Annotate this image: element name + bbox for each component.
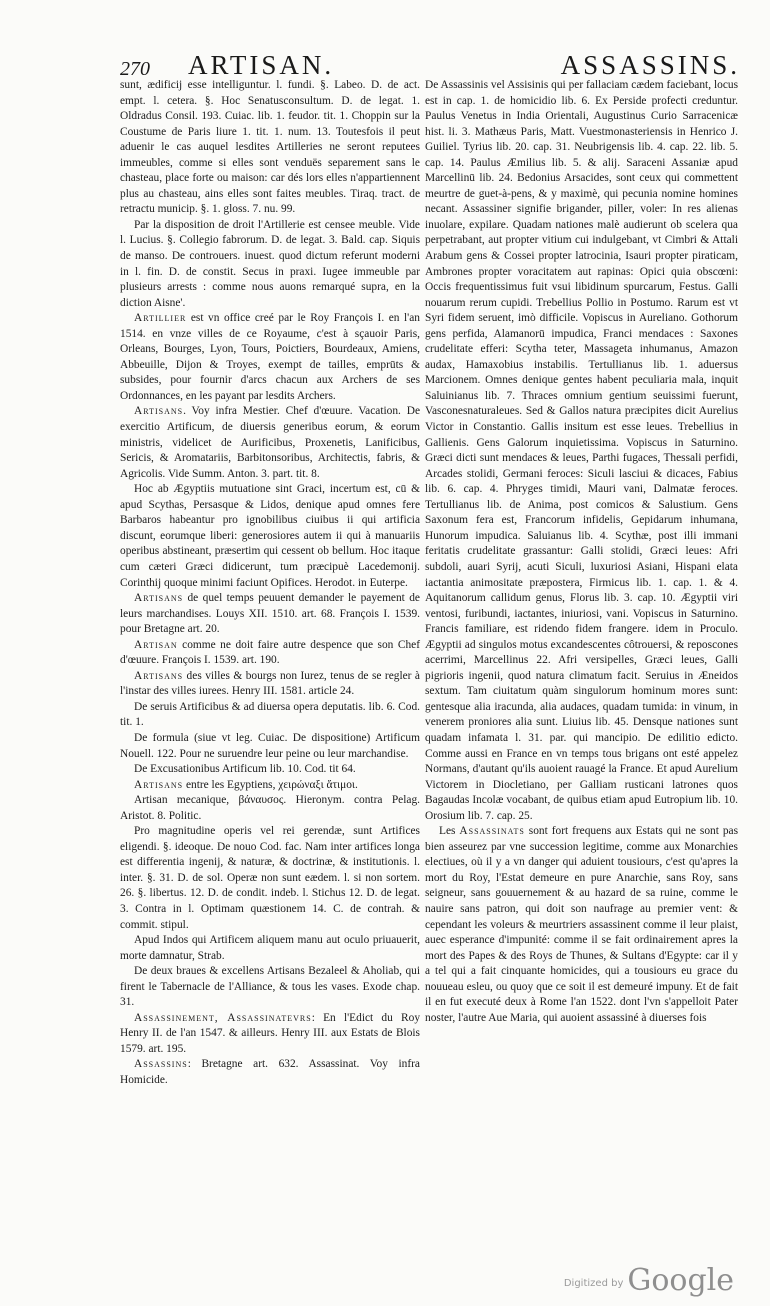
digitized-label: Digitized by [563,1278,624,1289]
paragraph: De seruis Artificibus & ad diuersa opera deputatis. lib. 6. Cod. tit. 1. [120,700,420,729]
paragraph: Artisans entre les Egyptiens, χειρώναξι ἄτιμοι. [134,778,358,791]
paragraph: De Assassinis vel Assisinis qui per fallaciam cædem faciebant, locus est in cap. 1. de homicidio lib. 6. Ex Perside profecti creduntur. Paulus Venetus in India Orientali, Augustinus Curio Sarracenicæ hist. li. 3. Mathæus Paris, Matt. Vuestmonasteriensis in Henrico J. Guiliel. Tyrius lib. 20. cap. 31. Neubrigensis lib. 4. cap. 22. lib. 5. cap. 14. Paulus Æmilius lib. 5. & alij. Saraceni Assaniæ apud Marcellinū lib. 24. Bedonius Arsacides, sont ceux qui commettent meurtre de guet-à-pens, & y maximè, qui pecunia nomine homines necant. Assassiner signifie brigander, piller, voler: In res alienas inuolare, expilare. Quadam nationes malè audierunt ob scelera qua perpetrabant, aut propter vitium cui indulgebant, vt Cimbri & Attali Arabum gens & Cossei propter latrocinia, Isauri propter piraticam, Ambrones propter voracitatem aut rapinas: Opici quia obscœni: Occis frequentissimus fuit vsui libidinum spurcarum, Festus. Galli nouarum rerum cupidi. Trebellius Pollio in Postumo. Rarum est vt Syri fidem seruent, imò difficile. Vopiscus in Aureliano. Gothorum gens perfida, Alamanorū impudica, Franci mendaces : Saxones crudelitate efferi: Scytha teter, Massageta inhumanus, Amazon audax, Hamaxobius instabilis. Tertullianus lib. 1. aduersus Marcionem. Omnes denique gentes habent peculiaria mala, inquit Saluinianus lib. 7. Thraces omnium gentium seuissimi fuerunt, Vasconesnaturaleues. Sed & Gallos natura præcipites dicit Aurelius Victor in Constantio. Gallis insitum est esse leues. Trebellius in Gallienis. Gens Galorum inquietissima. Vopiscus in Saturnino. Græci dicti sunt mendaces & leues, Parthi fugaces, Thessali perfidi, Arcades stolidi, Germani feroces: Siculi lasciui & dicaces, Fabius lib. 6. cap. 4. Phryges timidi, Mauri vani, Dalmatæ feroces. Tertullianus lib. de Anima, post comicos & Salustium. Gens Saxonum fera est, Francorum infidelis, Gepidarum inhumana, Hunorum impudica. Saluianus lib. 4. Scythæ, post illi immani feritatis crudelitate grassantur: Galli stolidi, Græci leues: Afri subdoli, auari Syrij, acuti Siculi, luxuriosi Asiani, Hispani elata iactantia animositate præpostera, Firmicus lib. 1. cap. 1. & 4. Aquitanorum callidum genus, Florus lib. 3. cap. 10. Ægyptii viri ventosi, furibundi, iactantes, iniuriosi, vani. Vopiscus in Saturnino. Francis familiare, est ridendo fidem frangere. idem in Proculo. Ægyptii ad singulos motus excandescentes côtrouersi, & reposcones acerrimi, Marcellinus 22. Afri versipelles, Græci leues, Galli pigrioris ingenii, quod natura climatum facit. Seruius in Æneidos sextum. Tam ciuitatum quàm singulorum hominum mores sunt: gentesque alia iracunda, alia audaces, quadam tumida: in vinum, in venerem proniores alia sunt. Liuius lib. 45. Densque nationes sunt quadam infamata l. 31. par. qui mancipio. De edilitio edicto. Comme aussi en France en vn temps tous brigans ont esté appelez Normans, d'autant qu'ils auoient rauagé la France. Et apud Aurelium Victorem in Diocletiano, per Galliam rusticani latrones quos Bagaudas Incolæ vocabant, de quibus etiam apud Eutropium lib. 10. Orosium lib. 7. cap. 25. [425,79,738,822]
entry-term: Assassins [134,1058,188,1071]
paragraph: Les Assassinats sont fort frequens aux Estats qui ne sont pas bien asseurez par vne succession legitime, comme aux Monarchies electiues, où il y a vn danger qui aduient tousiours, c'est qu'apres la mort du Roy, l'Estat demeure en pure Anarchie, sans Roy, sans seigneur, sans gouuernement & au hazard de sa ruine, comme le nauire sans patron, qui doit son naufrage au premier vent: & cependant les voleurs & meurtriers assassinent comme il leur plaist, auec esperance d'impunité: comme il se fait ordinairement apres la mort des Papes & des Roys de Thunes, & Sultans d'Egypte: car il y a tel qui a fait cinquante homicides, qui a tousiours eu grace du nouueau esleu, ou quoy que ce soit il est demeuré impuny. Et de fait il en fut executé deux à Rome l'an 1522. dont l'vn s'appelloit Pater noster, l'autre Aue Maria, qui auoient assassiné à diuerses fois [425,825,739,1024]
paragraph: Artillier est vn office creé par le Roy François I. en l'an 1514. en vnze villes de ce Royaume, c'est à sçauoir Paris, Orleans, Bourges, Lyon, Tours, Poictiers, Bourdeaux, Amiens, Abbeuille, Dijon & Troyes, exempt de tailles, emprūts & subsides, pour fournir d'arcs chacun aux Archers de ses Ordonnances, en les payant par lesdits Archers. [120,312,420,402]
entry-term: Assassinats [459,825,525,838]
google-logo: Google [627,1263,734,1298]
entry-term: Assassinement, Assassinatevrs [134,1011,312,1024]
paragraph: De Excusationibus Artificum lib. 10. Cod. tit 64. [134,763,356,776]
paragraph: De formula (siue vt leg. Cuiac. De dispositione) Artificum Nouell. 122. Pour ne suruendre leur peine ou leur marchandise. [120,731,420,760]
paragraph: Artisan mecanique, βάναυσος. Hieronym. contra Pelag. Aristot. 8. Politic. [120,794,420,822]
paragraph: Artisans des villes & bourgs non Iurez, tenus de se regler à l'instar des villes iurees. Henry III. 1581. article 24. [120,669,420,698]
paragraph: Apud Indos qui Artificem aliquem manu aut oculo priuauerit, morte damnatur, Strab. [120,934,420,962]
paragraph: Artisans de quel temps peuuent demander le payement de leurs marchandises. Louys XII. 1510. art. 68. François I. 1539. pour Bretagne art. 20. [120,592,420,636]
left-column [120,78,420,1089]
entry-term: Artillier [134,312,187,325]
entry-term: Artisans [134,592,184,605]
paragraph: Pro magnitudine operis vel rei gerendæ, sunt Artifices eligendi. §. ideoque. De nouo Cod. fac. Nam inter artifices longa est differentia ingenij, & naturæ, & doctrinæ, & institutionis. l. inter. §. 31. D. de sol. Operæ non sunt eædem. l. si non sortem. 26. §. libertus. 12. D. de condit. indeb. l. Stichus 12. D. de legat. 3. Contra in l. Optimam quæstionem 14. C. de contrah. & commit. stipul. [120,825,420,931]
paragraph: Assassinement, Assassinatevrs: En l'Edict du Roy Henry II. de l'an 1547. & ailleurs. Henry III. aux Estats de Blois 1579. art. 195. [120,1011,421,1055]
entry-term: Artisans [134,778,184,791]
paragraph: De deux braues & excellens Artisans Bezaleel & Aholiab, qui firent le Tabernacle de l'Alliance, & tous les vases. Exode chap. 31. [120,965,420,1009]
right-heading: ASSASSINS. [560,50,740,80]
paragraph: Par la disposition de droit l'Artillerie est censee meuble. Vide l. Lucius. §. Collegio fabrorum. D. de legat. 3. Bald. cap. Siquis de manso. De controuers. inuest. quod dictum referunt moderni in l. fin. D. de constit. Secus in praxi. Iugee immeuble par plusieurs arrests : comme nous auons remarqué supra, en la diction Aisne'. [120,218,420,309]
entry-term: Artisans [134,669,184,682]
digitized-by-google-watermark [564,1263,734,1298]
paragraph: sunt, ædificij esse intelliguntur. l. fundi. §. Labeo. D. de act. empt. l. cetera. §. Hoc Senatusconsultum. D. de legat. 1. Oldradus Consil. 193. Cuiac. lib. 1. feudor. tit. 1. Choppin sur la Coustume de Paris liure 1. tit. 1. num. 13. Toutesfois il peut aduenir le cas auquel lesdites Artilleries ne seront reputees immeubles, comme si elles sont venduës separement sans le chasteau, place forte ou maison: car dés lors elles n'appartiennent plus au chasteau, ains elles sont faites meubles. Tiraq. tract. de retractu municip. §. 1. gloss. 7. nu. 99. [120,79,420,216]
paragraph: Artisan comme ne doit faire autre despence que son Chef d'œuure. François I. 1539. art. 190. [120,638,420,667]
right-column [425,78,738,1026]
paragraph: Assassins: Bretagne art. 632. Assassinat. Voy infra Homicide. [120,1058,420,1086]
page-number: 270 [120,58,150,80]
paragraph: Hoc ab Ægyptiis mutuatione sint Graci, incertum est, cū & apud Scythas, Persasque & Lidos, denique apud omnes fere Barbaros habeantur pro ignobilibus ciuibus ii qui artificia discunt, eorumque liberi: generosiores autem ii qui à manuariis operibus abstineant, præsertim qui cessent ob bellum. Hoc itaque cum cæteri Græci didicerunt, tum præcipuè Lacedemonij. Corinthij quoque minimi faciunt Opifices. Herodot. in Euterpe. [120,483,420,589]
left-heading: ARTISAN. [188,50,335,80]
entry-term: Artisans [134,405,184,418]
entry-term: Artisan [134,638,178,651]
paragraph: Artisans. Voy infra Mestier. Chef d'œuure. Vacation. De exercitio Artificum, de diuersis generibus eorum, & eorum ministris, videlicet de Aurificibus, Proxenetis, Lanificibus, Sericis, & Aromatariis, Barbitonsoribus, Architectis, fabris, & Agricolis. Vide Summ. Anton. 3. part. tit. 8. [120,405,420,480]
